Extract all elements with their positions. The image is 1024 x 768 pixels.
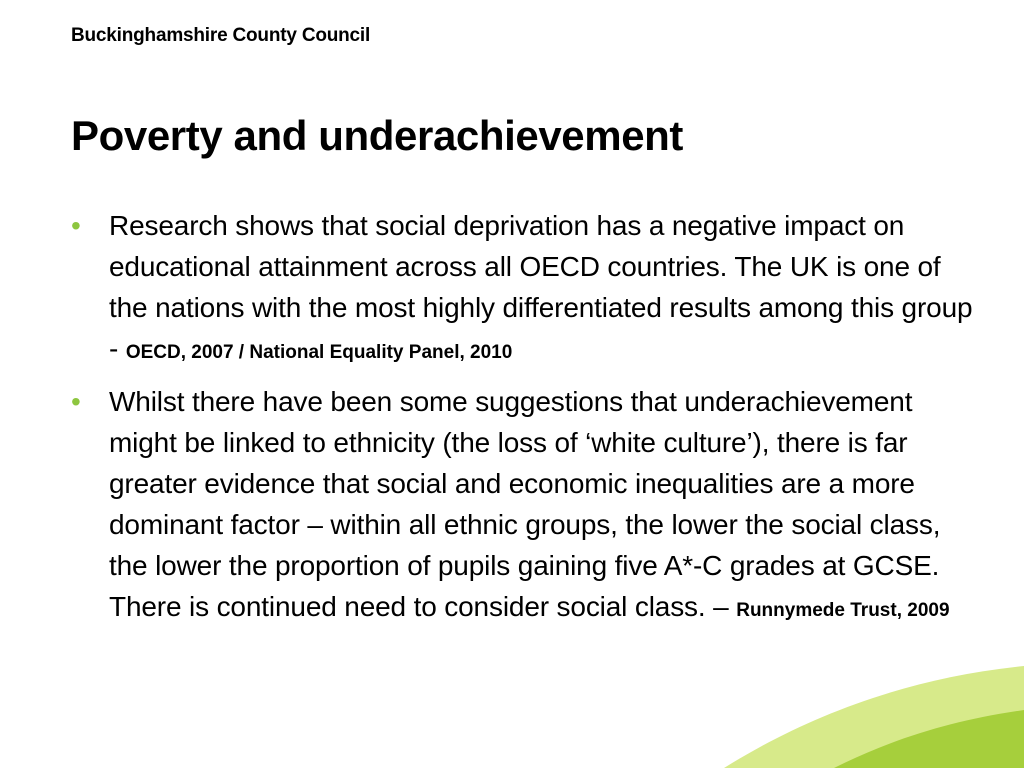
bullet-item-research [71, 205, 976, 373]
bullet-dot-icon: • [71, 386, 81, 417]
bullet-text: Research shows that social deprivation has a negative impact on educational attainment across all OECD countries. The UK is one of the nations with the most highly differentiated results among this group - [109, 210, 973, 364]
wave-light-band [724, 666, 1024, 768]
bullet-item-ethnicity [71, 381, 976, 631]
citation: OECD, 2007 / National Equality Panel, 2010 [125, 342, 513, 363]
bullet-dot-icon: • [71, 210, 81, 241]
citation: Runnymede Trust, 2009 [736, 600, 950, 621]
bullet-list [71, 205, 976, 639]
decorative-wave [684, 658, 1024, 768]
wave-dark-band [834, 710, 1024, 768]
bullet-text: Whilst there have been some suggestions that underachievement might be linked to ethnicity (the loss of ‘white culture’), there is far greater evidence that social and economic inequalities are a more dominant factor – within all ethnic groups, the lower the social class, the lower the proportion of pupils gaining five A*-C grades at GCSE. There is continued need to consider social class. – [109, 386, 941, 622]
organization-name: Buckinghamshire County Council [71, 25, 371, 46]
slide-title: Poverty and underachievement [71, 112, 684, 159]
